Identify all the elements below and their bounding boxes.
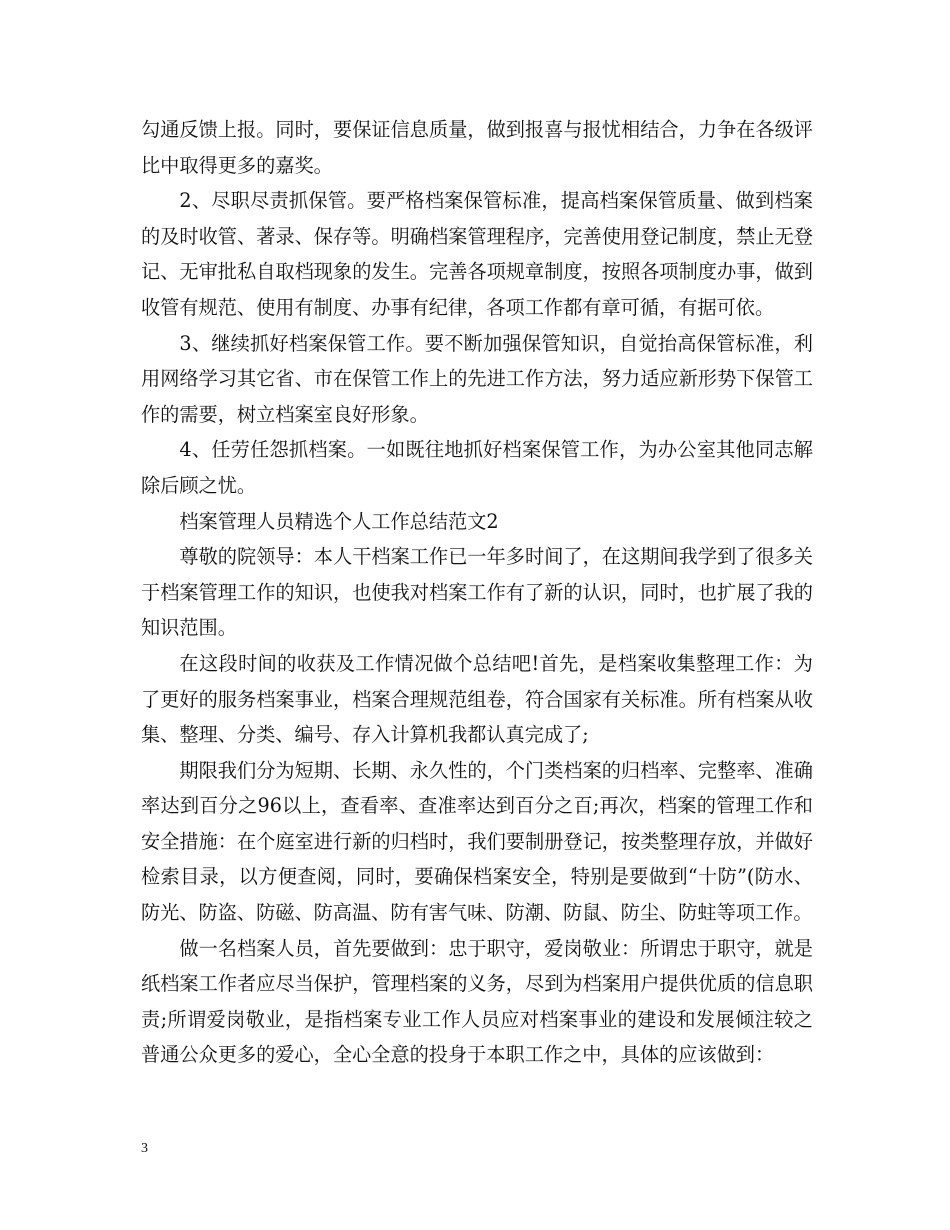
paragraph: 2、尽职尽责抓保管。要严格档案保管标准，提高档案保管质量、做到档案的及时收管、著录、保存等。明确档案管理程序，完善使用登记制度，禁止无登记、无审批私自取档现象的发生。完善各项规章制度，按照各项制度办事，做到收管有规范、使用有制度、办事有纪律，各项工作都有章可循，有据可依。	[141, 189, 813, 319]
paragraph: 在这段时间的收获及工作情况做个总结吧!首先，是档案收集整理工作：为了更好的服务档案事业，档案合理规范组卷，符合国家有关标准。所有档案从收集、整理、分类、编号、存入计算机我都认真完成了;	[141, 651, 813, 747]
section-heading: 档案管理人员精选个人工作总结范文2	[179, 509, 499, 533]
paragraph: 做一名档案人员，首先要做到：忠于职守，爱岗敬业：所谓忠于职守，就是纸档案工作者应尽当保护，管理档案的义务，尽到为档案用户提供优质的信息职责;所谓爱岗敬业，是指档案专业工作人员应对档案事业的建设和发展倾注较之普通公众更多的爱心，全心全意的投身于本职工作之中，具体的应该做到：	[141, 936, 813, 1067]
paragraph: 4、任劳任怨抓档案。一如既往地抓好档案保管工作，为办公室其他同志解除后顾之忧。	[141, 438, 813, 497]
paragraph: 期限我们分为短期、长期、永久性的，个门类档案的归档率、完整率、准确率达到百分之96以上，查看率、查准率达到百分之百;再次，档案的管理工作和安全措施：在个庭室进行新的归档时，我们要制册登记，按类整理存放，并做好检索目录，以方便查阅，同时，要确保档案安全，特别是要做到“十防”(防水、防光、防盗、防磁、防高温、防有害气味、防潮、防鼠、防尘、防蛀等项工作。	[141, 758, 813, 925]
paragraph: 勾通反馈上报。同时，要保证信息质量，做到报喜与报忧相结合，力争在各级评比中取得更多的嘉奖。	[141, 118, 813, 177]
paragraph: 尊敬的院领导：本人干档案工作已一年多时间了，在这期间我学到了很多关于档案管理工作的知识，也使我对档案工作有了新的认识，同时，也扩展了我的知识范围。	[141, 545, 813, 640]
page-number: 3	[141, 1141, 148, 1156]
paragraph: 3、继续抓好档案保管工作。要不断加强保管知识，自觉抬高保管标准，利用网络学习其它省、市在保管工作上的先进工作方法，努力适应新形势下保管工作的需要，树立档案室良好形象。	[141, 331, 813, 426]
document-body	[141, 112, 813, 1073]
